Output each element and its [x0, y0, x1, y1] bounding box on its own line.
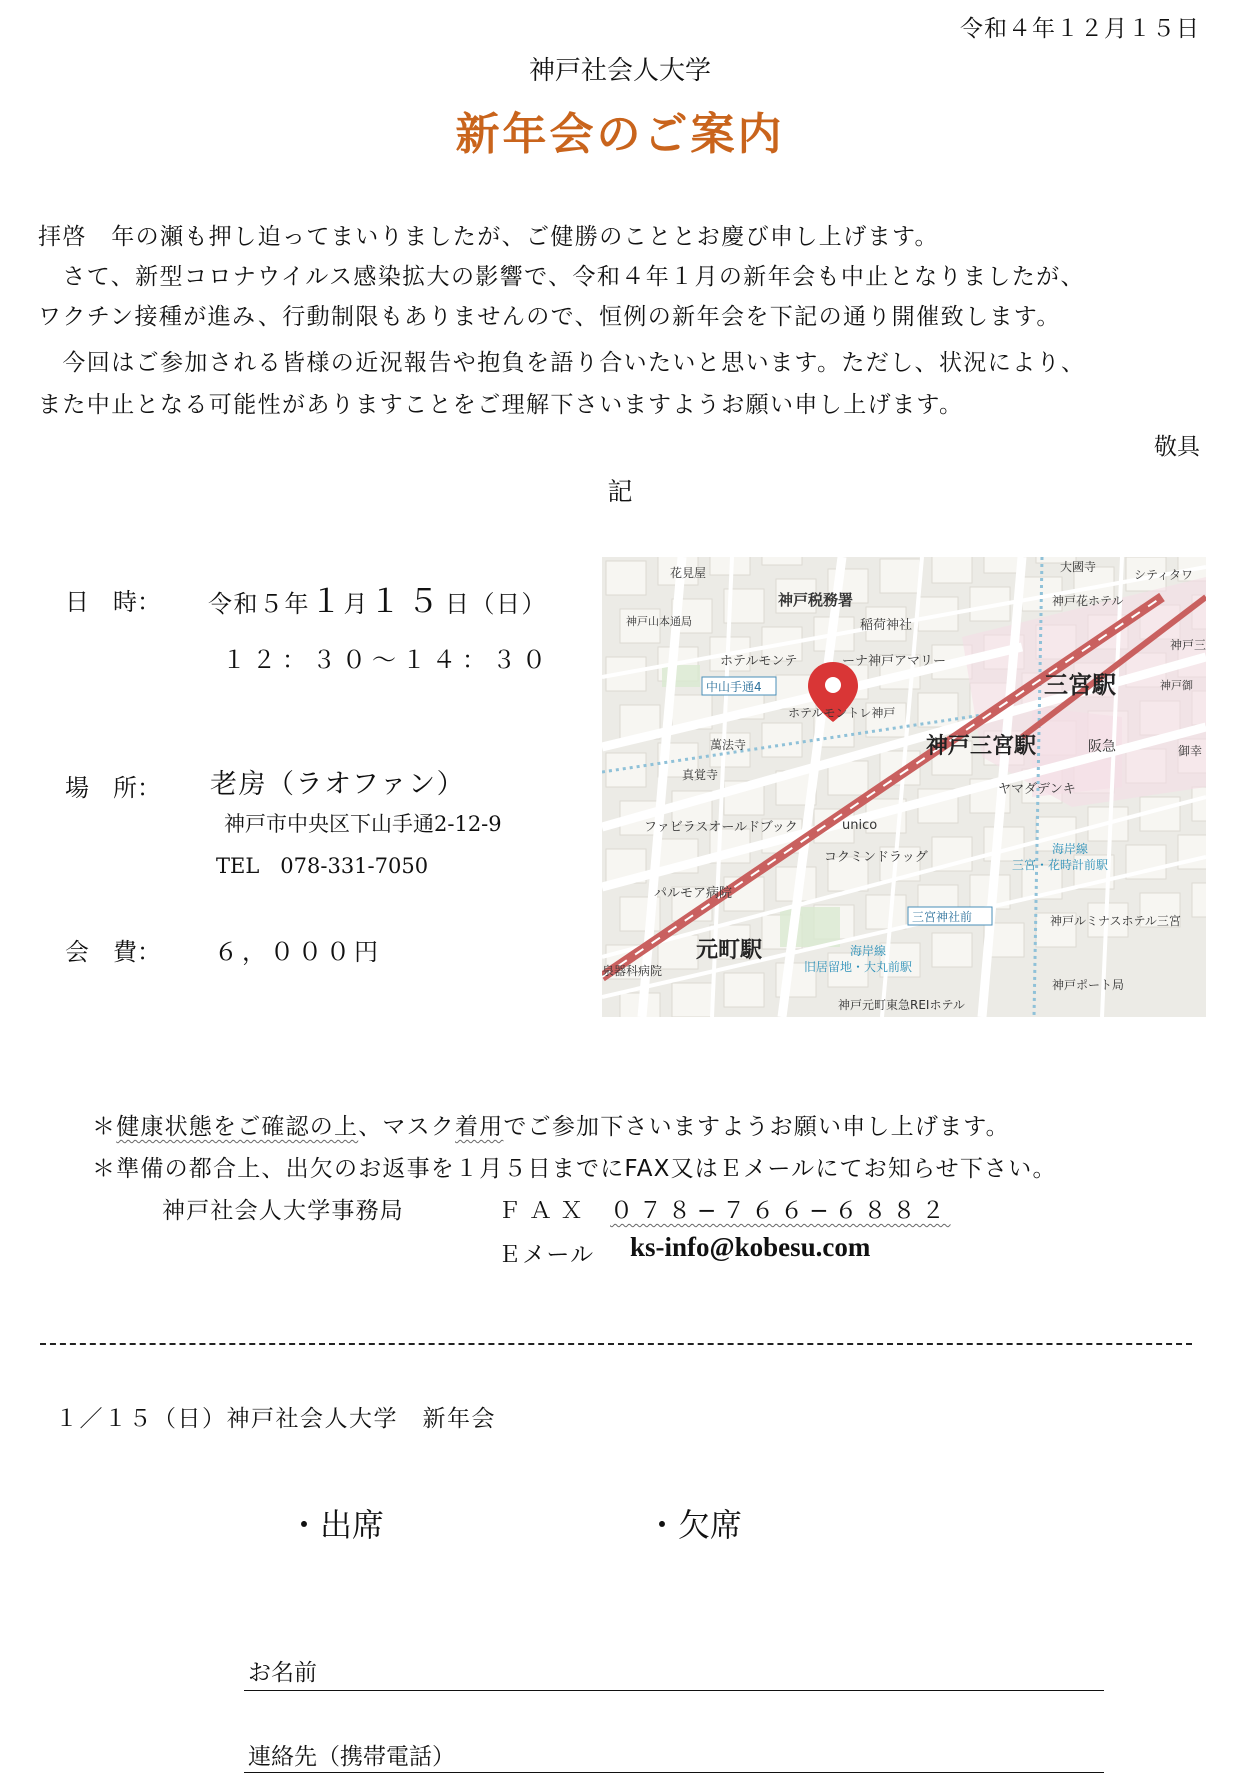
label-luminas: 神戸ルミナスホテル三宮: [1050, 914, 1181, 928]
date-value: 令和５年１月１５日（日）: [208, 582, 548, 620]
label-amary: ーナ神戸アマリー: [842, 654, 947, 669]
label-kobe-mido: 神戸御: [1160, 679, 1193, 692]
cut-line: [40, 1343, 1192, 1345]
absent-option[interactable]: ・欠席: [646, 1506, 743, 1544]
date-label: 日 時：: [65, 588, 161, 616]
map-block: [762, 723, 802, 757]
place-address: 神戸市中央区下山手通2-12-9: [224, 812, 502, 836]
label-sannomiya: 三宮駅: [1044, 671, 1116, 699]
map-block: [880, 559, 920, 593]
label-tokyu-rei: 神戸元町東急REIホテル: [838, 998, 965, 1012]
map-block: [762, 557, 802, 565]
map-block: [672, 983, 712, 1017]
body-line-1: 拝啓 年の瀬も押し迫ってまいりましたが、ご健勝のこととお慶び申し上げます。: [38, 224, 939, 250]
body-line-5: また中止となる可能性がありますことをご理解下さいますようお願い申し上げます。: [38, 392, 964, 418]
office-name: 神戸社会人大学事務局: [162, 1198, 404, 1224]
label-city-tower: シティタワ: [1134, 568, 1194, 582]
rsvp-title: １／１５（日）神戸社会人大学 新年会: [55, 1406, 496, 1432]
organization-name: 神戸社会人大学: [528, 56, 711, 86]
fee-label: 会 費：: [65, 938, 161, 966]
contact-label: 連絡先（携帯電話）: [248, 1744, 455, 1770]
label-kokumin: コクミンドラッグ: [824, 850, 928, 865]
map-block: [606, 753, 646, 787]
label-daikokuji: 大國寺: [1060, 560, 1097, 574]
name-label: お名前: [248, 1660, 317, 1686]
label-motomachi: 元町駅: [696, 938, 763, 963]
label-goko: 御幸: [1178, 744, 1203, 758]
label-nakayamate4: 中山手通4: [706, 680, 762, 694]
map-block: [724, 973, 764, 1007]
label-monte: ホテルモントレ神戸: [788, 706, 896, 720]
closing-keigu: 敬具: [1154, 434, 1200, 460]
label-kaigan: 海岸線: [1052, 842, 1089, 856]
label-monte-top: ホテルモンテ: [720, 654, 798, 669]
place-label: 場 所：: [65, 774, 161, 802]
label-inari: 稲荷神社: [860, 618, 913, 633]
map-block: [1192, 883, 1206, 917]
place-name: 老房（ラオファン）: [210, 769, 466, 800]
body-line-3: ワクチン接種が進み、行動制限もありませんので、恒例の新年会を下記の通り開催致します。: [38, 304, 1061, 330]
label-tax-office: 神戸税務署: [778, 591, 854, 609]
location-map: [602, 557, 1206, 1017]
page-title: 新年会のご案内: [455, 109, 785, 160]
note-health: ＊健康状態をご確認の上、マスク着用でご参加下さいますようお願い申し上げます。: [92, 1114, 1010, 1140]
fax-number: ０７８−７６６−６８８２: [610, 1198, 951, 1224]
label-kaigan-2: 海岸線: [850, 944, 887, 958]
label-kobe-sannomiya: 神戸三宮駅: [926, 734, 1037, 759]
label-sannomiya-jinja: 三宮神社前: [912, 910, 973, 924]
time-value: １２：３０〜１４：３０: [222, 646, 552, 674]
email-address[interactable]: ks-info@kobesu.com: [630, 1232, 871, 1262]
map-block: [866, 895, 906, 929]
label-port-office: 神戸ポート局: [1052, 978, 1125, 992]
label-manpoji: 萬法寺: [710, 738, 747, 752]
label-kyukyoryuchi: 旧居留地・大丸前駅: [804, 960, 913, 974]
label-unico: unico: [842, 818, 878, 833]
label-hanamiya: 花見屋: [670, 566, 707, 580]
map-block: [1192, 787, 1206, 821]
map-block: [932, 557, 972, 583]
fax-label: ＦＡＸ: [498, 1198, 591, 1224]
label-hanadokei: 三宮・花時計前駅: [1012, 858, 1109, 872]
label-palmore: パルモア病院: [654, 886, 733, 901]
label-yamamoto: 神戸山本通局: [626, 615, 692, 628]
label-kiki-hospital: 泉器科病院: [602, 964, 663, 978]
label-fabilas: ファビラスオールドブック: [644, 820, 798, 835]
label-yamada: ヤマダデンキ: [998, 782, 1076, 797]
document-date: 令和４年１２月１５日: [960, 16, 1200, 42]
body-line-4: 今回はご参加される皆様の近況報告や抱負を語り合いたいと思います。ただし、状況により、: [38, 350, 1086, 376]
map-block: [606, 561, 646, 595]
label-kobe-san: 神戸三: [1170, 638, 1206, 652]
ki-heading: 記: [607, 477, 633, 506]
map-block: [932, 933, 972, 967]
email-label: Ｅメール: [498, 1242, 595, 1268]
fee-value: ６，０００円: [214, 938, 382, 966]
map-block: [918, 693, 958, 727]
body-line-2: さて、新型コロナウイルス感染拡大の影響で、令和４年１月の新年会も中止となりましたが、: [38, 264, 1085, 290]
note-rsvp-deadline: ＊準備の都合上、出欠のお返事を１月５日までにFAX又はＥメールにてお知らせ下さい。: [92, 1156, 1057, 1182]
label-kakujoji: 真覚寺: [682, 768, 719, 782]
label-kobe-hana-hotel: 神戸花ホテル: [1052, 594, 1124, 608]
attend-option[interactable]: ・出席: [288, 1506, 385, 1544]
name-field[interactable]: [244, 1690, 1104, 1691]
label-hankyu: 阪急: [1088, 739, 1116, 755]
place-tel: TEL 078-331-7050: [216, 854, 429, 878]
